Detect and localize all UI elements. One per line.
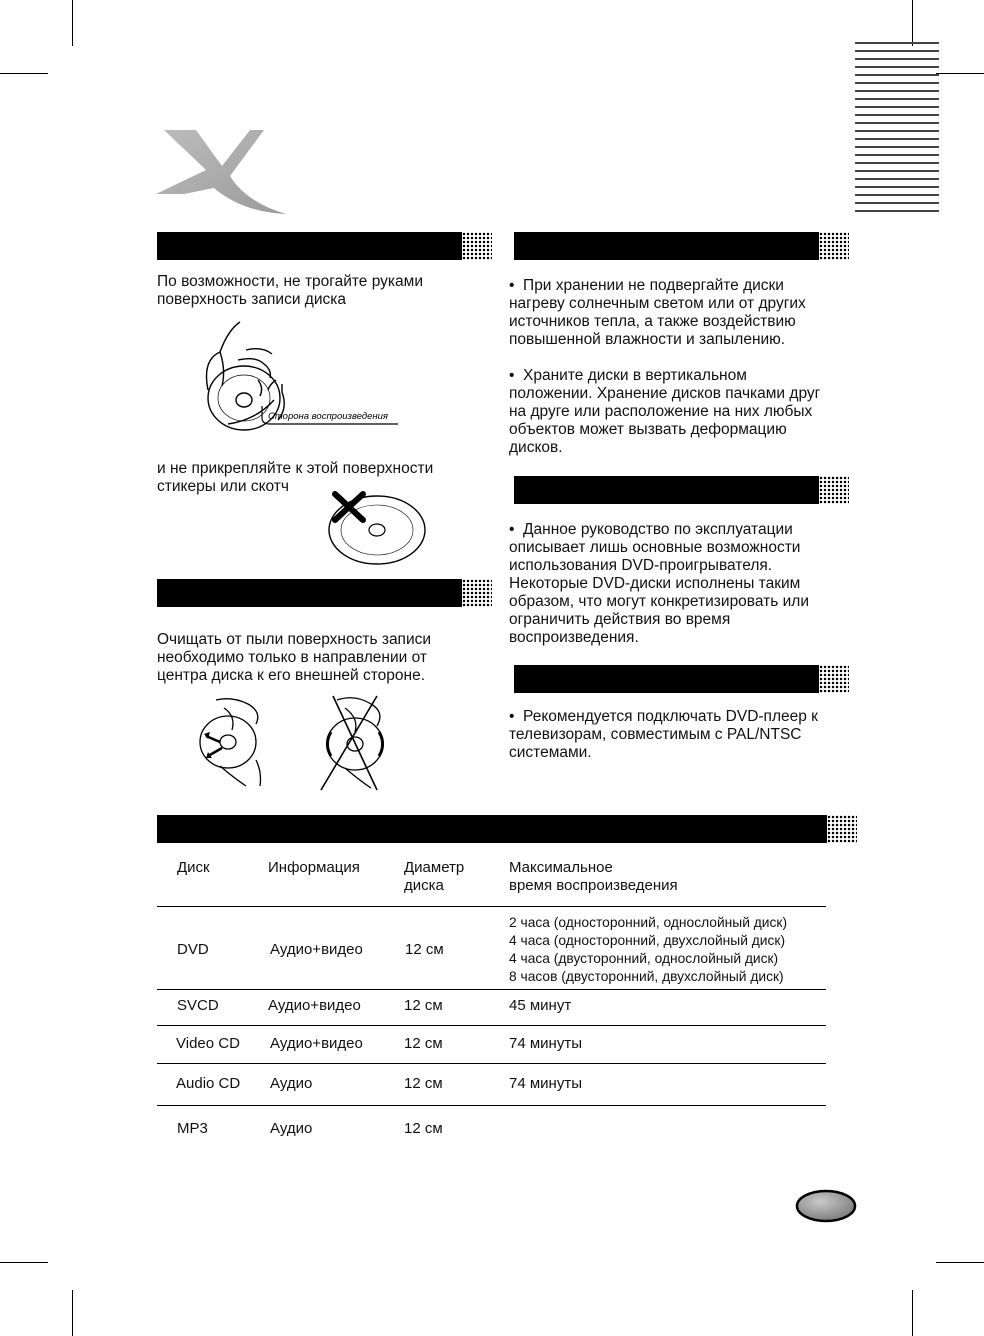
manual-bullet: • Данное руководство по эксплуатации описывает лишь основные возможности использования DVD-проигрывателя. Некоторые DVD-диски исполнены таким образом, что могут конкретизировать или ограничить действия во время воспроизведения. <box>509 521 809 646</box>
table-row-diameter: 12 см <box>404 997 443 1014</box>
storage-bullet-2: • Храните диски в вертикальном положении. Хранение дисков пачками друг на друге или расположение на них любых объектов может вызвать деформацию дисков. <box>509 367 821 456</box>
table-divider <box>157 906 826 907</box>
table-row-time: 45 минут <box>509 997 572 1014</box>
table-row-disc: Audio CD <box>176 1075 241 1092</box>
brand-x-logo <box>150 126 290 218</box>
handling-intro-text: По возможности, не трогайте руками поверхность записи диска <box>157 273 423 308</box>
col-header-info: Информация <box>268 859 360 876</box>
section-header-bar <box>514 476 819 504</box>
table-row-diameter: 12 см <box>404 1035 443 1052</box>
section-header-bar <box>514 665 819 693</box>
table-row-info: Аудио <box>270 1075 313 1092</box>
crop-mark <box>936 73 984 74</box>
table-row-info: Аудио+видео <box>270 941 363 958</box>
crossed-out-disc-illustration <box>325 488 430 570</box>
col-header-time: Максимальное время воспроизведения <box>509 859 678 894</box>
table-header-bar <box>157 815 827 843</box>
col-header-diameter: Диаметр диска <box>404 859 465 894</box>
table-divider <box>157 1105 826 1106</box>
crop-mark <box>0 1262 48 1263</box>
table-row-diameter: 12 см <box>404 1120 443 1137</box>
section-header-bar <box>157 232 462 260</box>
hand-holding-disc-illustration <box>198 320 408 435</box>
table-row-disc: SVCD <box>177 997 219 1014</box>
crop-mark <box>936 1262 984 1263</box>
correct-cleaning-illustration <box>196 696 268 788</box>
table-row-info: Аудио+видео <box>270 1035 363 1052</box>
page-number-oval <box>794 1188 858 1224</box>
table-divider <box>157 989 826 990</box>
table-row-time: 74 минуты <box>509 1075 582 1092</box>
play-side-caption: Сторона воспроизведения <box>268 411 388 422</box>
table-row-diameter: 12 см <box>404 1075 443 1092</box>
table-row-diameter: 12 см <box>405 941 444 958</box>
crop-mark <box>912 0 913 46</box>
crop-mark <box>72 0 73 46</box>
table-row-disc: DVD <box>177 941 209 958</box>
table-divider <box>157 1063 826 1064</box>
tv-compat-bullet: • Рекомендуется подключать DVD-плеер к телевизорам, совместимым с PAL/NTSC системами. <box>509 708 818 761</box>
wrong-cleaning-illustration <box>315 694 395 792</box>
table-row-time: 2 часа (односторонний, однослойный диск) 4 часа (односторонний, двухслойный диск) 4 часа (двусторонний, однослойный диск) 8 часов (двусторонний, двухслойный диск) <box>509 915 788 984</box>
table-row-time: 74 минуты <box>509 1035 582 1052</box>
col-header-disc: Диск <box>177 859 210 876</box>
crop-mark <box>912 1290 913 1336</box>
section-header-bar <box>157 579 462 607</box>
storage-bullet-1: • При хранении не подвергайте диски нагреву солнечным светом или от других источников тепла, а также воздействию повышенной влажности и запылению. <box>509 277 806 348</box>
crop-mark <box>0 73 48 74</box>
sticker-warning-text: и не прикрепляйте к этой поверхности стикеры или скотч <box>157 460 434 495</box>
table-row-disc: MP3 <box>177 1120 208 1137</box>
cleaning-instruction-text: Очищать от пыли поверхность записи необходимо только в направлении от центра диска к его внешней стороне. <box>157 631 432 684</box>
table-row-info: Аудио <box>270 1120 313 1137</box>
crop-mark <box>72 1290 73 1336</box>
table-row-info: Аудио+видео <box>268 997 361 1014</box>
side-stripes-decoration <box>855 42 939 218</box>
section-header-bar <box>514 232 819 260</box>
table-divider <box>157 1025 826 1026</box>
table-row-disc: Video CD <box>176 1035 240 1052</box>
